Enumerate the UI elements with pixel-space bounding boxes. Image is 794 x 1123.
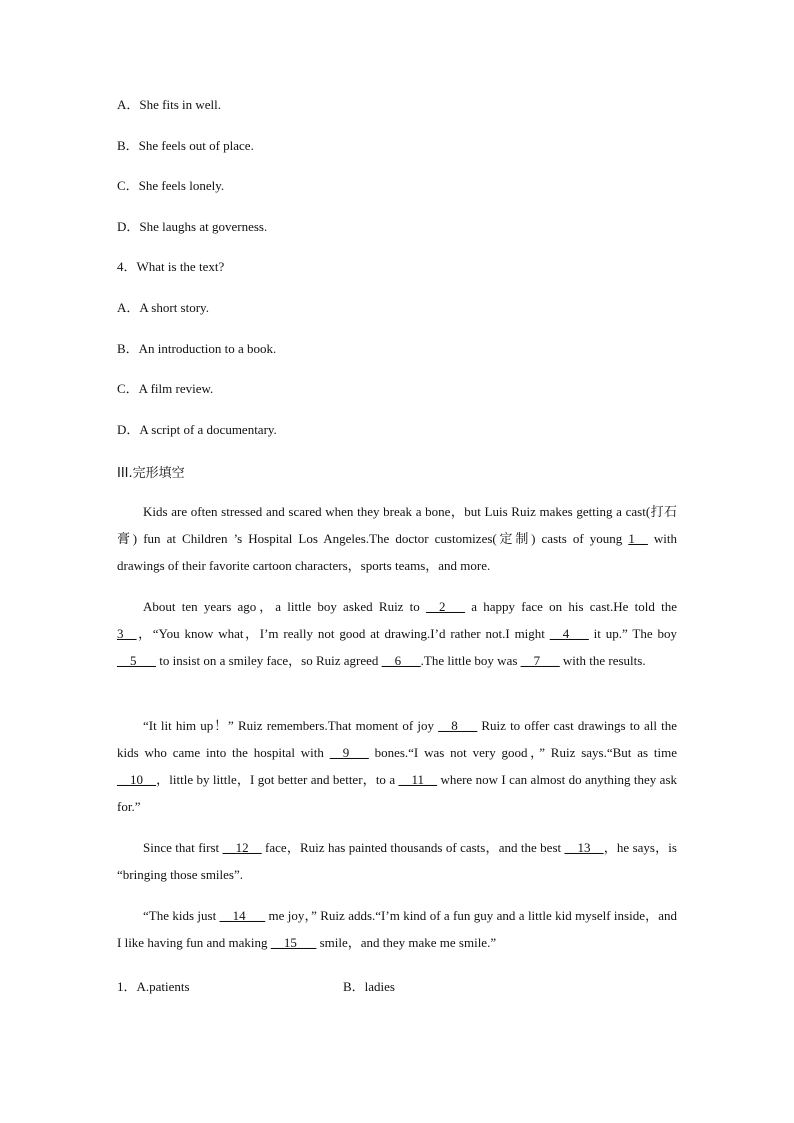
passage-text: ，“You know what，I’m really not good at drawing.I’d rather not.I might: [136, 626, 550, 641]
passage-text: a happy face on his cast.He told the: [465, 599, 677, 614]
option-letter: B．: [117, 341, 139, 356]
passage-text: .The little boy was: [420, 653, 521, 668]
passage-text: where now I can almost do anything they ask for.”: [117, 772, 678, 814]
cloze-blank-8[interactable]: __8___: [438, 718, 478, 733]
q4-option-b: [117, 341, 276, 357]
option-letter: C．: [117, 178, 139, 193]
cloze-blank-13[interactable]: __13__: [564, 840, 604, 855]
passage-paragraph-3: [117, 712, 677, 820]
cloze-blank-6[interactable]: __6___: [381, 653, 421, 668]
q4-option-d: [117, 422, 277, 438]
passage-paragraph-2: [117, 593, 677, 674]
option-text: She feels out of place.: [138, 138, 254, 153]
cloze-blank-11[interactable]: __11__: [398, 772, 438, 787]
cloze-blank-7[interactable]: __7___: [520, 653, 560, 668]
option-letter: D．: [117, 219, 140, 234]
passage-text: ，he says，is “bringing those smiles”.: [117, 840, 677, 882]
q3-option-c: [117, 178, 224, 194]
passage-text: Ruiz to offer cast drawings to all the kids who came into the hospital with: [117, 718, 678, 760]
q3-option-b: [117, 138, 254, 154]
passage-text: About ten years ago，a little boy asked Ruiz to: [143, 599, 427, 614]
passage-text: face，Ruiz has painted thousands of casts，and the best: [261, 840, 565, 855]
cloze-blank-3[interactable]: 3__: [117, 626, 137, 641]
passage-text: with drawings of their favorite cartoon characters，sports teams，and more.: [117, 531, 677, 573]
passage-text: Since that first: [143, 840, 223, 855]
cloze-q1-option-b[interactable]: B．ladies: [343, 979, 395, 994]
cloze-blank-5[interactable]: __5___: [117, 653, 156, 668]
option-text: She fits in well.: [139, 97, 221, 112]
option-text: She laughs at governess.: [139, 219, 268, 234]
passage-text: me joy，” Ruiz adds.“I’m kind of a fun guy and a little kid myself inside，and I like having fun and making: [117, 908, 678, 950]
option-letter: A．: [117, 300, 140, 315]
passage-text: it up.” The boy: [588, 626, 677, 641]
passage-text: smile，and they make me smile.”: [316, 935, 497, 950]
cloze-blank-4[interactable]: __4___: [549, 626, 589, 641]
option-text: A short story.: [139, 300, 209, 315]
q4-option-a: [117, 300, 209, 316]
cloze-blank-12[interactable]: __12__: [222, 840, 262, 855]
cloze-blank-15[interactable]: __15___: [270, 935, 317, 950]
cloze-blank-1[interactable]: 1__: [628, 531, 648, 546]
passage-text: Kids are often stressed and scared when they break a bone，but Luis Ruiz makes getting a cast(打石膏) fun at Children ’s Hospital Los Angeles.The doctor customizes(定制) casts of young: [117, 504, 677, 546]
section-title: III.完形填空: [117, 466, 185, 481]
cloze-blank-14[interactable]: __14___: [219, 908, 266, 923]
q4-option-c: [117, 381, 213, 397]
option-text: An introduction to a book.: [138, 341, 277, 356]
passage-text: to insist on a smiley face，so Ruiz agreed: [156, 653, 382, 668]
passage-paragraph-1: [117, 498, 677, 579]
passage-text: with the results.: [559, 653, 646, 668]
option-letter: A．: [117, 97, 140, 112]
cloze-blank-10[interactable]: __10__: [117, 772, 156, 787]
option-letter: D．: [117, 422, 140, 437]
cloze-question-1-options: [117, 976, 395, 995]
passage-text: bones.“I was not very good，” Ruiz says.“But as time: [368, 745, 677, 760]
option-text: A film review.: [138, 381, 214, 396]
cloze-q1-option-a[interactable]: 1．A.patients: [117, 979, 190, 994]
passage-text: “The kids just: [143, 908, 220, 923]
passage-paragraph-5: [117, 902, 677, 956]
option-text: A script of a documentary.: [139, 422, 277, 437]
q4-stem: 4．What is the text?: [117, 259, 225, 274]
passage-text: “It lit him up！” Ruiz remembers.That moment of joy: [143, 718, 439, 733]
option-letter: B．: [117, 138, 139, 153]
q3-option-a: [117, 97, 221, 113]
option-letter: C．: [117, 381, 139, 396]
passage-paragraph-4: [117, 834, 677, 888]
cloze-blank-2[interactable]: __2___: [426, 599, 466, 614]
cloze-blank-9[interactable]: __9___: [329, 745, 369, 760]
passage-text: ，little by little，I got better and better，to a: [156, 772, 399, 787]
q3-option-d: [117, 219, 267, 235]
option-text: She feels lonely.: [138, 178, 225, 193]
